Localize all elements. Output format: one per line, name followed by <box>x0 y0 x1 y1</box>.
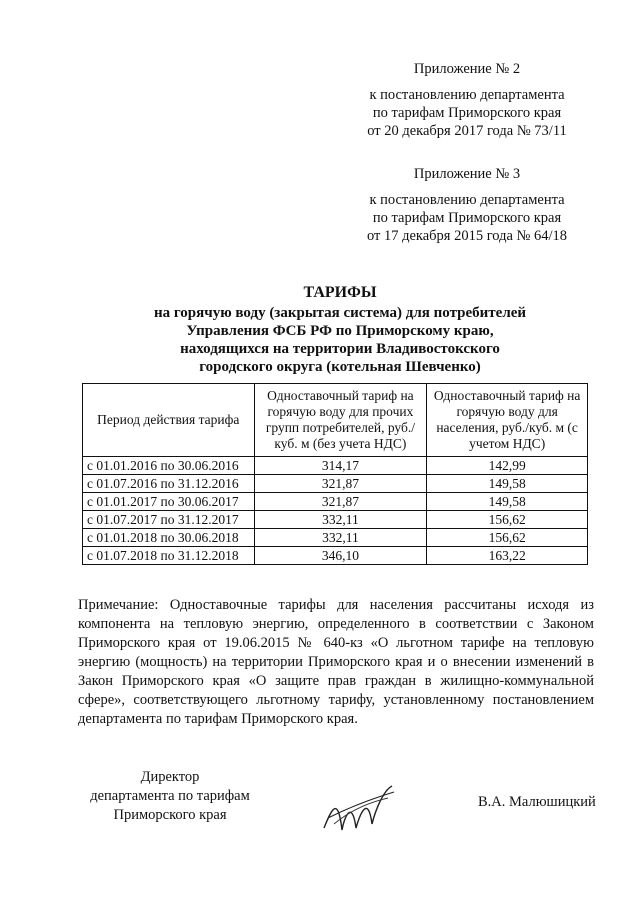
signer-name: В.А. Малюшицкий <box>478 794 596 810</box>
table-row <box>83 529 588 547</box>
population-tariff-cell: 156,62 <box>427 511 588 529</box>
appendix-line: от 20 декабря 2017 года № 73/11 <box>367 123 567 139</box>
table-row <box>83 547 588 565</box>
heading-line: на горячую воду (закрытая система) для потребителей <box>153 305 527 321</box>
period-cell: с 01.07.2017 по 31.12.2017 <box>83 511 255 529</box>
period-cell: с 01.07.2016 по 31.12.2016 <box>83 475 255 493</box>
period-cell: с 01.07.2018 по 31.12.2018 <box>83 547 255 565</box>
appendix-line: от 17 декабря 2015 года № 64/18 <box>366 228 568 244</box>
population-tariff-cell: 156,62 <box>427 529 588 547</box>
appendix-2-header <box>352 60 582 140</box>
heading-line: городского округа (котельная Шевченко) <box>199 359 481 375</box>
other-tariff-cell: 321,87 <box>254 475 427 493</box>
other-tariff-cell: 321,87 <box>254 493 427 511</box>
other-tariff-cell: 332,11 <box>254 529 427 547</box>
table-row <box>83 457 588 475</box>
population-tariff-cell: 142,99 <box>427 457 588 475</box>
header-other-consumers: Одноставочный тариф на горячую воду для прочих групп потребителей, руб./куб. м (без учета НДС) <box>254 384 427 457</box>
appendix-line: по тарифам Приморского края <box>372 105 562 121</box>
period-cell: с 01.01.2016 по 30.06.2016 <box>83 457 255 475</box>
handwritten-signature <box>318 778 398 838</box>
appendix-line: к постановлению департамента <box>369 192 565 208</box>
appendix-3-header <box>352 165 582 245</box>
heading-line: Управления ФСБ РФ по Приморскому краю, <box>186 323 494 339</box>
other-tariff-cell: 332,11 <box>254 511 427 529</box>
director-title-block <box>70 768 270 825</box>
appendix-line: к постановлению департамента <box>369 87 565 103</box>
heading-line: находящихся на территории Владивостокского <box>180 341 500 357</box>
table-header-row <box>83 384 588 457</box>
document-heading <box>60 284 620 376</box>
population-tariff-cell: 149,58 <box>427 493 588 511</box>
appendix-title: Приложение № 2 <box>413 61 521 77</box>
population-tariff-cell: 149,58 <box>427 475 588 493</box>
table-row <box>83 475 588 493</box>
table-row <box>83 511 588 529</box>
table-row <box>83 493 588 511</box>
director-line: Приморского края <box>113 807 227 823</box>
appendix-line: по тарифам Приморского края <box>372 210 562 226</box>
population-tariff-cell: 163,22 <box>427 547 588 565</box>
other-tariff-cell: 314,17 <box>254 457 427 475</box>
document-title: ТАРИФЫ <box>303 284 377 301</box>
appendix-title: Приложение № 3 <box>413 166 521 182</box>
period-cell: с 01.01.2017 по 30.06.2017 <box>83 493 255 511</box>
header-period: Период действия тарифа <box>83 384 255 457</box>
tariff-table <box>82 383 588 565</box>
other-tariff-cell: 346,10 <box>254 547 427 565</box>
director-line: департамента по тарифам <box>90 788 250 804</box>
period-cell: с 01.01.2018 по 30.06.2018 <box>83 529 255 547</box>
footnote: Примечание: Одноставочные тарифы для населения рассчитаны исходя из компонента на тепловую энергию, определенного в соответствии с Законом Приморского края от 19.06.2015 № 640-кз «О льготном тарифе на тепловую энергию (мощность) на территории Приморского края и о внесении изменений в Закон Приморского края «О защите прав граждан в жилищно-коммунальной сфере», соответствующего льготному тарифу, установленному постановлением департамента по тарифам Приморского края. <box>78 597 594 727</box>
header-population: Одноставочный тариф на горячую воду для населения, руб./куб. м (с учетом НДС) <box>427 384 588 457</box>
director-line: Директор <box>140 769 200 785</box>
